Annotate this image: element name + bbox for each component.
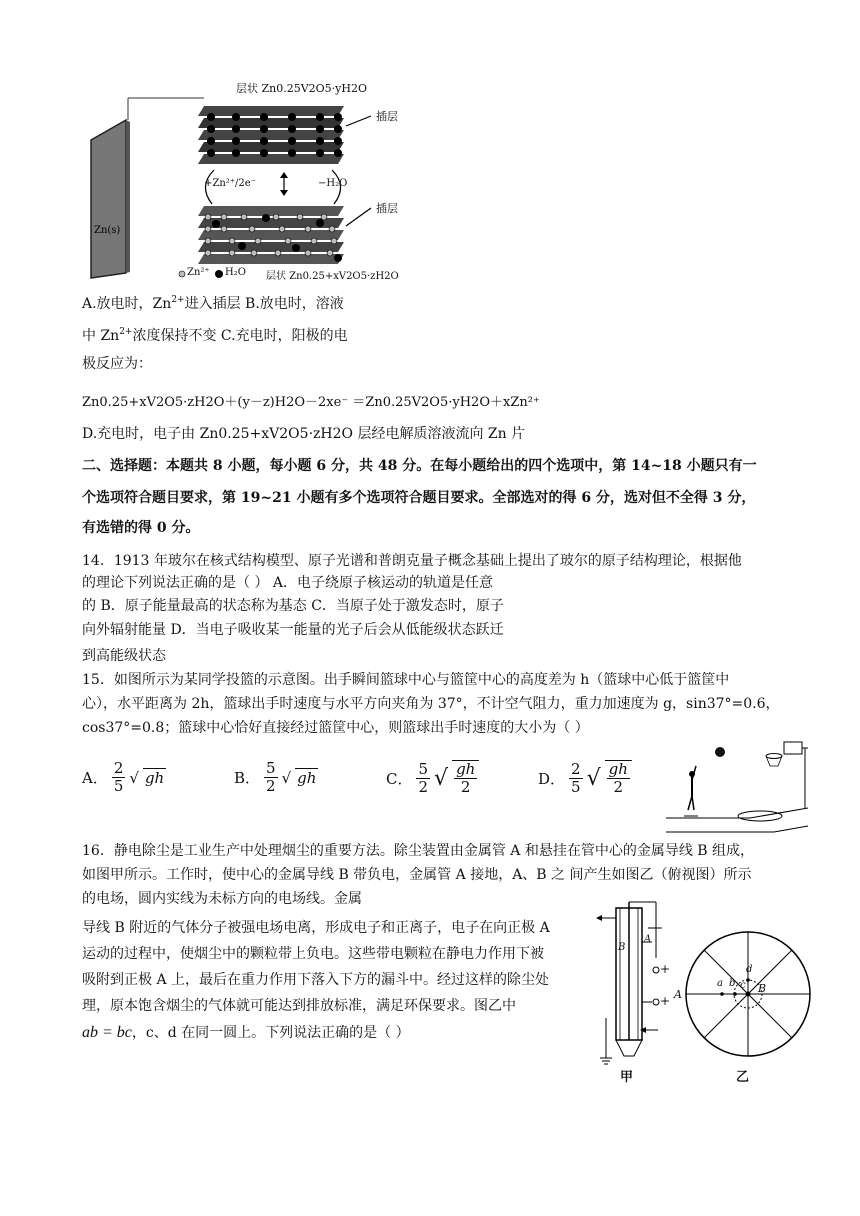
q14-line1: 14．1913 年玻尔在核式结构模型、原子光谱和普朗克量子概念基础上提出了玻尔的原子结构理论，根据他 [82, 553, 742, 569]
wire-label-b: B [758, 982, 767, 995]
q14-line5: 到高能级状态 [82, 648, 166, 664]
point-d: d [746, 964, 753, 975]
section2-line3: 有选错的得 0 分。 [82, 520, 200, 536]
label-yi: 乙 [736, 1070, 750, 1085]
basketball-diagram [664, 738, 810, 834]
tube-label-a: A [644, 934, 652, 945]
legend-h2o: H₂O [225, 267, 246, 278]
q15-option-c[interactable]: C． $\frac{5}{2}$ √ $\frac{gh}{2}$ [386, 760, 479, 796]
q14-line3: 的 B．原子能量最高的状态称为基态 C．当原子处于激发态时，原子 [82, 598, 504, 614]
layer-label-bottom: 插层 [376, 202, 398, 215]
label-jia: 甲 [620, 1070, 634, 1085]
q15-line2: 心），水平距离为 2h，篮球出手时速度与水平方向夹角为 37°，不计空气阻力，重力加速度为 g，sin37°=0.6， [82, 696, 780, 712]
q16-line2: 如图甲所示。工作时，使中心的金属导线 B 带负电，金属管 A 接地，A、B 之 间产生如图乙（俯视图）所示 [82, 867, 752, 883]
electrode-label: Zn(s) [94, 225, 121, 236]
battery-figure [86, 78, 416, 284]
circle-label-a-upper: A [674, 988, 682, 1001]
q16-line1: 16．静电除尘是工业生产中处理烟尘的重要方法。除尘装置由金属管 A 和悬挂在管中心的金属导线 B 组成， [82, 843, 755, 859]
q15-line3: cos37°=0.8；篮球中心恰好直接经过篮筐中心，则篮球出手时速度的大小为（ ） [82, 720, 589, 736]
basketball-figure [664, 738, 810, 834]
legend-zn: Zn²⁺ [187, 267, 210, 278]
tube-label-b: B [618, 942, 626, 953]
battery-title: 层状 Zn0.25V2O5·yH2O [236, 82, 367, 95]
q13-line3: 极反应为： [82, 356, 152, 372]
q13-equation: Zn0.25+xV2O5·zH2O＋(y－z)H2O－2xe⁻ ＝Zn0.25V2O5·yH2O＋xZn²⁺ [82, 395, 540, 410]
q16-line6: 吸附到正极 A 上，最后在重力作用下落入下方的漏斗中。经过这样的除尘处 [82, 972, 550, 988]
q16-line3: 的电场，圆内实线为未标方向的电场线。金属 [82, 891, 362, 907]
section2-line2: 个选项符合题目要求，第 19~21 小题有多个选项符合题目要求。全部选对的得 6 分，选对但不全得 3 分， [82, 490, 756, 506]
electrostatic-diagram [596, 898, 826, 1088]
q16-line8: ab = bc，c、d 在同一圆上。下列说法正确的是（ ） [82, 1024, 410, 1041]
q14-line4: 向外辐射能量 D．当电子吸收某一能量的光子后会从低能级状态跃迁 [82, 622, 504, 638]
q15-option-b[interactable]: B． $\frac{5}{2}$ √ gh [234, 759, 317, 795]
right-arrow-text: −H₂O [318, 178, 348, 189]
q15-line1: 15．如图所示为某同学投篮的示意图。出手瞬间篮球中心与篮筐中心的高度差为 h（篮球中心低于篮筐中 [82, 672, 730, 688]
point-c: c [740, 980, 746, 991]
q16-line4: 导线 B 附近的气体分子被强电场电离，形成电子和正离子，电子在向正极 A [82, 920, 550, 936]
plus-sign-2: + [660, 994, 671, 1008]
q13-line1: A.放电时，$Zn^{2+}$进入插层 B.放电时，溶液 [82, 295, 344, 312]
point-a: a [717, 978, 723, 989]
q13-line2: 中 $Zn^{2+}$浓度保持不变 C.充电时，阳极的电 [82, 327, 348, 344]
q16-line5: 运动的过程中，使烟尘中的颗粒带上负电。这些带电颗粒在静电力作用下被 [82, 946, 544, 962]
layer-label-top: 插层 [376, 110, 398, 123]
plus-sign-1: + [660, 962, 671, 976]
bottom-caption: 层状 Zn0.25+xV2O5·zH2O [266, 271, 399, 282]
q15-option-d[interactable]: D． $\frac{2}{5}$ √ $\frac{gh}{2}$ [538, 760, 632, 796]
electrostatic-figure [596, 898, 826, 1088]
point-b: b [729, 978, 736, 989]
q16-line7: 理，原本饱含烟尘的气体就可能达到排放标准，满足环保要求。图乙中 [82, 998, 516, 1014]
left-arrow-text: +Zn²⁺/2e⁻ [204, 178, 256, 189]
q13-option-d: D.充电时，电子由 Zn0.25+xV2O5·zH2O 层经电解质溶液流向 Zn 片 [82, 426, 526, 442]
q14-line2: 的理论下列说法正确的是（ ） A．电子绕原子核运动的轨道是任意 [82, 575, 494, 591]
q15-option-a[interactable]: A． $\frac{2}{5}$ √ gh [82, 759, 165, 795]
section2-line1: 二、选择题：本题共 8 小题，每小题 6 分，共 48 分。在每小题给出的四个选项中，第 14~18 小题只有一 [82, 458, 757, 474]
